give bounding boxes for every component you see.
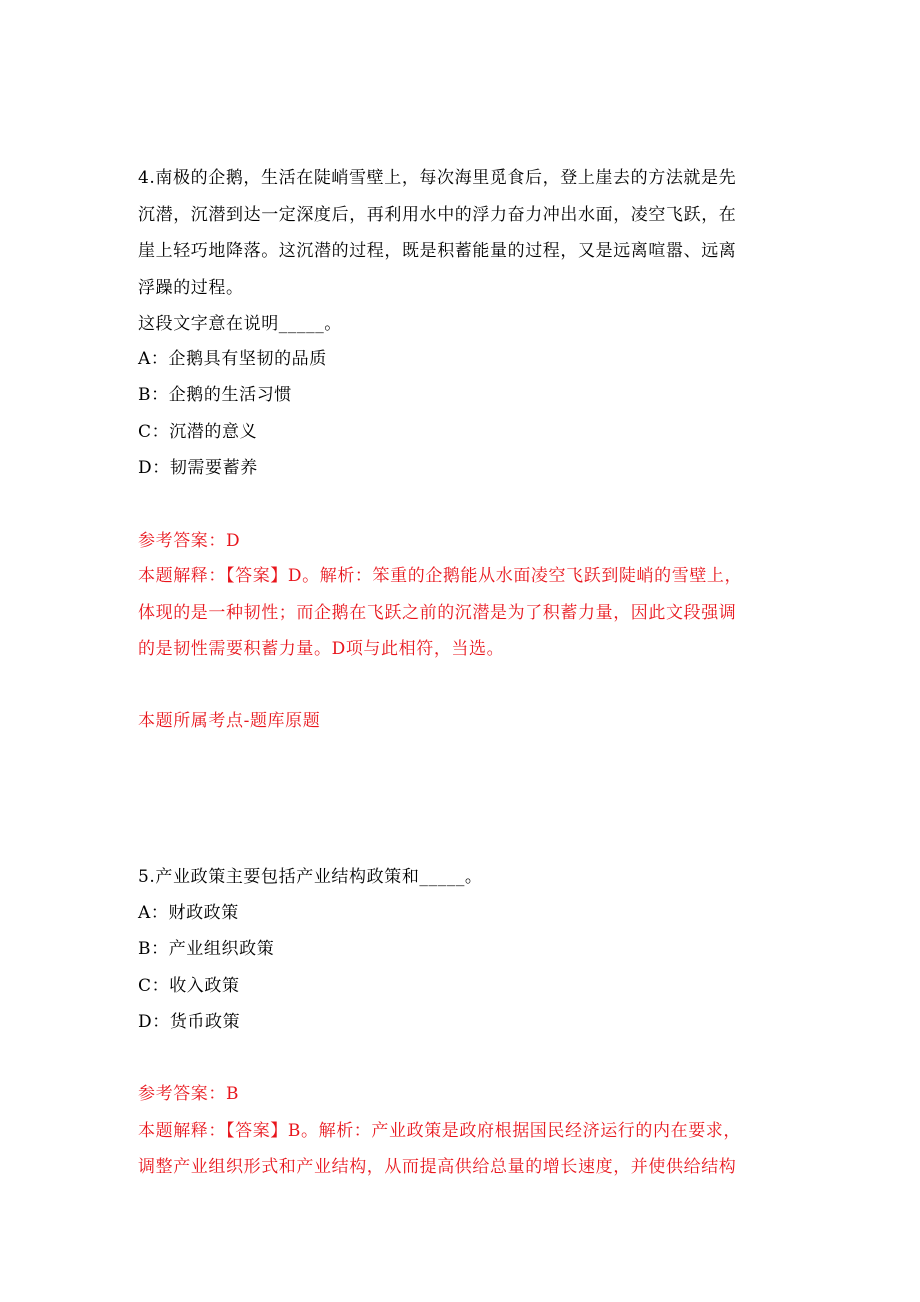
question-4-explanation-line-2: 体现的是一种韧性；而企鹅在飞跃之前的沉潜是为了积蓄力量，因此文段强调 <box>138 603 737 623</box>
question-4-stem-line-4: 浮躁的过程。 <box>138 278 244 298</box>
question-4-explanation-line-1: 本题解释：【答案】D。解析：笨重的企鹅能从水面凌空飞跃到陡峭的雪壁上， <box>138 566 743 586</box>
question-4-explanation-line-3: 的是韧性需要积蓄力量。D项与此相符，当选。 <box>138 639 505 659</box>
question-4-stem-line-2: 沉潜，沉潜到达一定深度后，再利用水中的浮力奋力冲出水面，凌空飞跃，在 <box>138 205 737 225</box>
question-4-prompt: 这段文字意在说明_____。 <box>138 314 342 334</box>
question-5-stem: 5.产业政策主要包括产业结构政策和_____。 <box>138 867 483 887</box>
question-5-answer: 参考答案：B <box>138 1084 240 1104</box>
question-4-answer: 参考答案：D <box>138 531 241 551</box>
question-5-explanation-line-1: 本题解释：【答案】B。解析：产业政策是政府根据国民经济运行的内在要求， <box>138 1121 741 1141</box>
question-4-stem-line-3: 崖上轻巧地降落。这沉潜的过程，既是积蓄能量的过程，又是远离喧嚣、远离 <box>138 241 737 261</box>
question-5-option-c: C：收入政策 <box>138 976 240 996</box>
question-5-explanation-line-2: 调整产业组织形式和产业结构，从而提高供给总量的增长速度，并使供给结构 <box>138 1157 737 1177</box>
question-4-option-d: D：韧需要蓄养 <box>138 458 258 478</box>
question-4-stem-line-1: 4.南极的企鹅，生活在陡峭雪壁上，每次海里觅食后，登上崖去的方法就是先 <box>138 168 737 188</box>
question-5-option-a: A：财政政策 <box>138 903 239 923</box>
question-4-option-a: A：企鹅具有坚韧的品质 <box>138 349 327 369</box>
question-4-option-c: C：沉潜的意义 <box>138 422 258 442</box>
question-5-option-b: B：产业组织政策 <box>138 939 275 959</box>
question-4-knowledge-point: 本题所属考点-题库原题 <box>138 711 321 731</box>
question-5-option-d: D：货币政策 <box>138 1012 241 1032</box>
question-4-option-b: B：企鹅的生活习惯 <box>138 385 292 405</box>
